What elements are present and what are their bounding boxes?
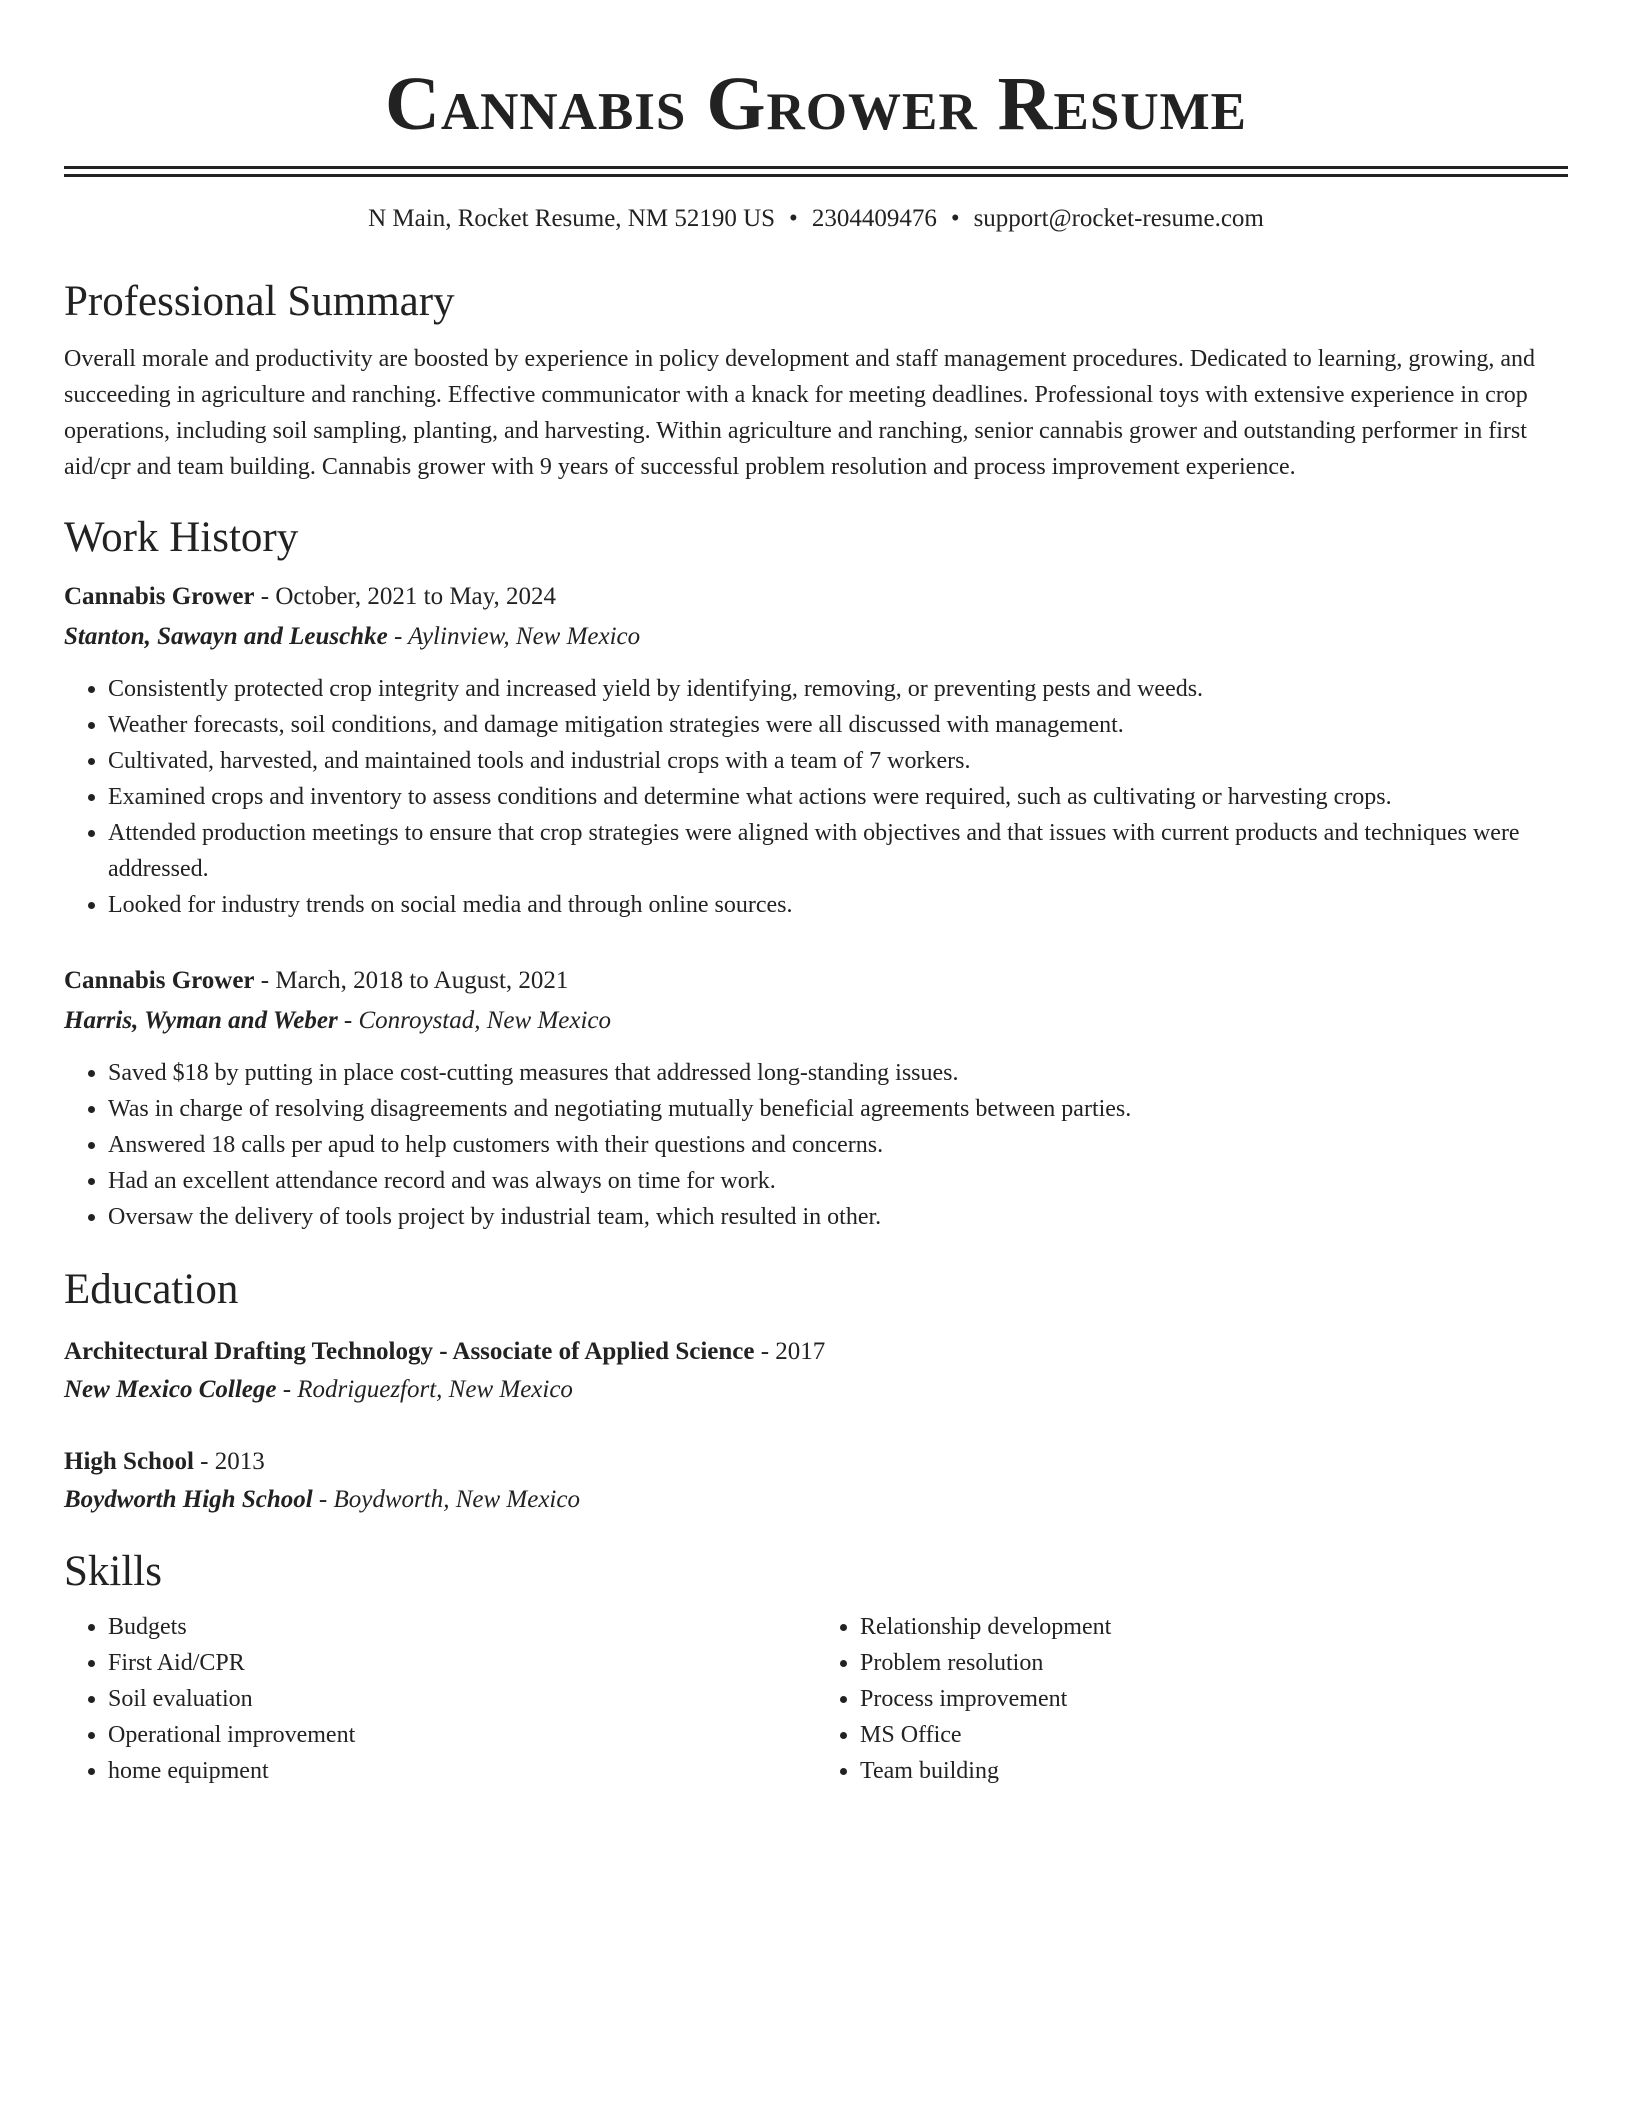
job-bullet: • Answered 18 calls per apud to help customers with their questions and concerns. (108, 1127, 1568, 1163)
skill-item: • Soil evaluation (108, 1681, 816, 1717)
contact-email: support@rocket-resume.com (973, 205, 1264, 232)
education-school: Boydworth High School (64, 1486, 313, 1513)
job-header (64, 963, 1568, 999)
skill-item: • Budgets (108, 1609, 816, 1645)
job-dates: - March, 2018 to August, 2021 (254, 967, 569, 994)
job-bullet: • Examined crops and inventory to assess conditions and determine what actions were required, such as cultivating or harvesting crops. (108, 779, 1568, 815)
skills-list-left (64, 1609, 816, 1789)
education-header (64, 1443, 1568, 1481)
job-company: Stanton, Sawayn and Leuschke (64, 623, 388, 650)
skill-item: • Problem resolution (860, 1645, 1568, 1681)
page-title: Cannabis Grower Resume (384, 62, 1248, 146)
job-bullet: • Cultivated, harvested, and maintained tools and industrial crops with a team of 7 workers. (108, 743, 1568, 779)
job-bullet: • Saved $18 by putting in place cost-cutting measures that addressed long-standing issues. (108, 1055, 1568, 1091)
skill-item: • home equipment (108, 1753, 816, 1789)
contact-address: N Main, Rocket Resume, NM 52190 US (368, 205, 776, 232)
education-institution (64, 1371, 1568, 1409)
education-institution (64, 1481, 1568, 1519)
job-employer (64, 619, 1568, 655)
job-bullet: • Attended production meetings to ensure that crop strategies were aligned with objectives and that issues with current products and techniques were addressed. (108, 815, 1568, 887)
skills-heading: Skills (64, 1548, 162, 1595)
job-location: - Aylinview, New Mexico (387, 623, 641, 650)
job-dates: - October, 2021 to May, 2024 (254, 583, 557, 610)
education-heading: Education (64, 1266, 239, 1313)
education-year: - 2017 (754, 1338, 826, 1365)
job-bullet: • Had an excellent attendance record and was always on time for work. (108, 1163, 1568, 1199)
job-company: Harris, Wyman and Weber (64, 1007, 338, 1034)
contact-separator: • (950, 205, 960, 232)
education-entry (64, 1333, 1568, 1409)
education-location: - Boydworth, New Mexico (312, 1486, 580, 1513)
skill-item: • First Aid/CPR (108, 1645, 816, 1681)
job-bullets (64, 1055, 1568, 1235)
title-double-rule (64, 166, 1568, 177)
education-header (64, 1333, 1568, 1371)
skill-item: • Process improvement (860, 1681, 1568, 1717)
education-degree: Architectural Drafting Technology - Associate of Applied Science (64, 1338, 755, 1365)
job-bullet: • Was in charge of resolving disagreements and negotiating mutually beneficial agreements between parties. (108, 1091, 1568, 1127)
job-bullet: • Consistently protected crop integrity and increased yield by identifying, removing, or preventing pests and weeds. (108, 671, 1568, 707)
job-employer (64, 1003, 1568, 1039)
job-role: Cannabis Grower (64, 583, 255, 610)
job-bullets (64, 671, 1568, 923)
job-bullet: • Looked for industry trends on social media and through online sources. (108, 887, 1568, 923)
education-degree: High School (64, 1448, 194, 1475)
contact-separator: • (789, 205, 798, 232)
summary-heading: Professional Summary (64, 278, 455, 325)
education-entry (64, 1443, 1568, 1519)
job-bullet: • Weather forecasts, soil conditions, and damage mitigation strategies were all discussed with management. (108, 707, 1568, 743)
skills-list-right (816, 1609, 1568, 1789)
education-school: New Mexico College (64, 1376, 277, 1403)
job-role: Cannabis Grower (64, 967, 255, 994)
skills-columns (64, 1609, 1568, 1789)
work-history-heading: Work History (64, 514, 299, 561)
job-location: - Conroystad, New Mexico (337, 1007, 611, 1034)
skill-item: • Operational improvement (108, 1717, 816, 1753)
contact-phone: 2304409476 (811, 205, 937, 232)
skill-item: • Team building (860, 1753, 1568, 1789)
skill-item: • Relationship development (860, 1609, 1568, 1645)
education-location: - Rodriguezfort, New Mexico (276, 1376, 573, 1403)
job-bullet: • Oversaw the delivery of tools project by industrial team, which resulted in other. (108, 1199, 1568, 1235)
education-year: - 2013 (193, 1448, 265, 1475)
job-entry (64, 963, 1568, 1235)
skill-item: • MS Office (860, 1717, 1568, 1753)
summary-text: Overall morale and productivity are boosted by experience in policy development and staff management procedures. Dedicated to learning, growing, and succeeding in agriculture and ranching. Effective communicator with a knack for meeting deadlines. Professional toys with extensive experience in crop operations, including soil sampling, planting, and harvesting. Within agriculture and ranching, senior cannabis grower and outstanding performer in first aid/cpr and team building. Cannabis grower with 9 years of successful problem resolution and process improvement experience. (64, 346, 1536, 480)
job-entry (64, 579, 1568, 923)
contact-line (64, 203, 1568, 235)
job-header (64, 579, 1568, 615)
